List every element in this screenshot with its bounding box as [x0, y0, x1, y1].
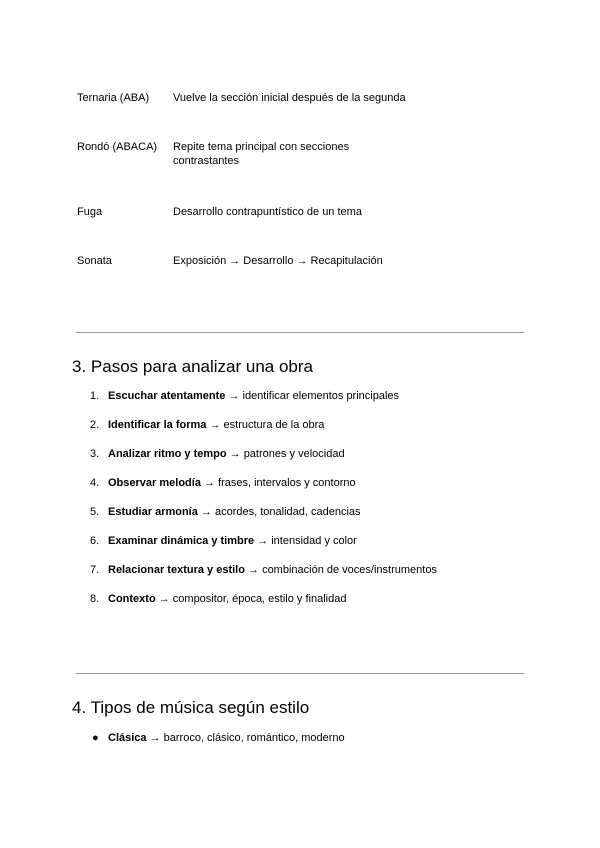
form-description: Repite tema principal con secciones contrastantes [173, 141, 350, 167]
list-item [72, 534, 532, 563]
list-number: 1. [90, 390, 100, 402]
step-detail: → combinación de voces/instrumentos [244, 564, 437, 576]
section-divider [76, 673, 524, 674]
list-number: 8. [90, 593, 100, 605]
step-detail: → intensidad y color [254, 535, 357, 547]
form-name: Rondó (ABACA) [77, 141, 158, 153]
list-number: 4. [90, 477, 100, 489]
step-detail: → identificar elementos principales [225, 390, 400, 402]
list-item [72, 476, 532, 505]
step-detail: → patrones y velocidad [226, 448, 345, 460]
step-detail: → acordes, tonalidad, cadencias [197, 506, 361, 518]
list-item [72, 389, 532, 418]
table-row [77, 243, 457, 292]
list-number: 2. [90, 419, 100, 431]
list-item [72, 447, 532, 476]
step-title: Escuchar atentamente [108, 390, 226, 402]
form-description: Exposición → Desarrollo → Recapitulación [173, 255, 383, 267]
list-item [72, 592, 532, 621]
form-name: Ternaria (ABA) [77, 92, 150, 104]
section-heading: 3. Pasos para analizar una obra [72, 357, 313, 376]
style-title: Clásica [108, 732, 147, 744]
analysis-steps-list [72, 389, 532, 621]
table-row [77, 130, 457, 194]
list-item [72, 418, 532, 447]
table-row [77, 194, 457, 243]
list-item [72, 731, 532, 745]
step-detail: → compositor, época, estilo y finalidad [155, 593, 347, 605]
step-title: Observar melodía [108, 477, 201, 489]
style-detail: → barroco, clásico, romántico, moderno [146, 732, 345, 744]
list-number: 7. [90, 564, 100, 576]
form-name: Sonata [77, 255, 112, 267]
step-title: Analizar ritmo y tempo [108, 448, 227, 460]
step-detail: → estructura de la obra [206, 419, 325, 431]
step-title: Relacionar textura y estilo [108, 564, 245, 576]
list-number: 3. [90, 448, 100, 460]
list-number: 6. [90, 535, 100, 547]
step-detail: → frases, intervalos y contorno [200, 477, 356, 489]
list-number: 5. [90, 506, 100, 518]
step-title: Examinar dinámica y timbre [108, 535, 255, 547]
bullet-icon: ● [92, 732, 99, 744]
step-title: Identificar la forma [108, 419, 207, 431]
step-title: Contexto [108, 593, 156, 605]
table-row [77, 80, 457, 130]
form-description: Desarrollo contrapuntístico de un tema [173, 206, 362, 218]
section-divider [76, 332, 524, 333]
form-description: Vuelve la sección inicial después de la segunda [173, 92, 406, 104]
form-name: Fuga [77, 206, 103, 218]
list-item [72, 505, 532, 534]
section-heading: 4. Tipos de música según estilo [72, 698, 310, 717]
list-item [72, 563, 532, 592]
music-styles-list [72, 731, 532, 745]
musical-forms-table [77, 80, 457, 292]
step-title: Estudiar armonía [108, 506, 198, 518]
